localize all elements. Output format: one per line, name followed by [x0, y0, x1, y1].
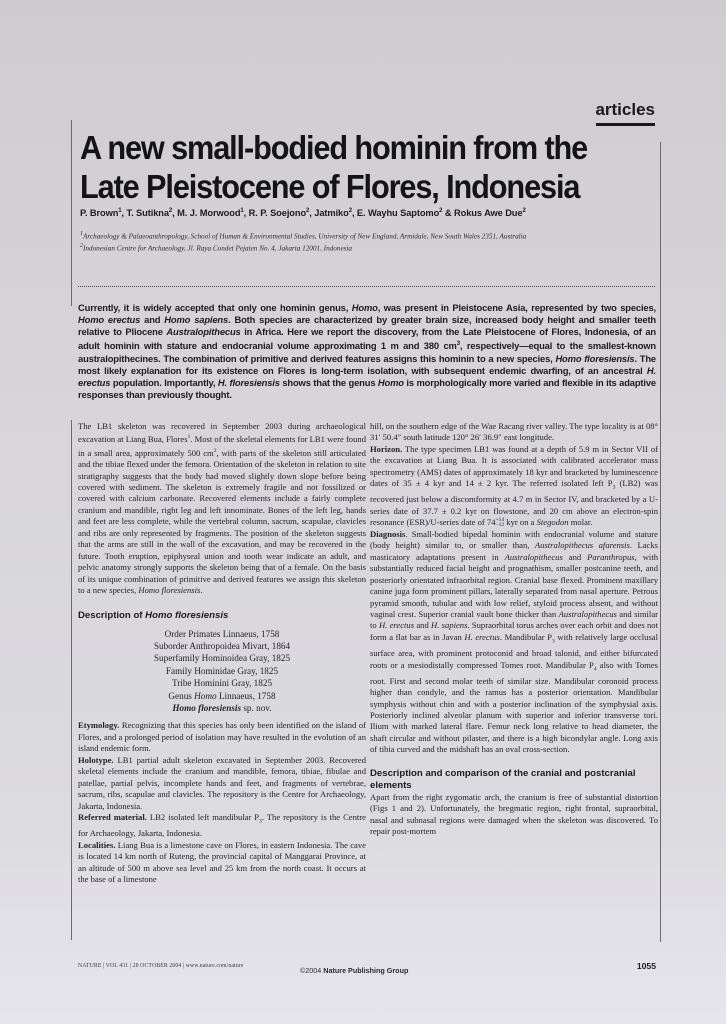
taxon-genus: Genus Homo Linnaeus, 1758: [168, 690, 276, 701]
body-column-right: [370, 421, 658, 838]
affiliations: [80, 229, 680, 254]
comparison-paragraph: Apart from the right zygomatic arch, the cranium is free of substantial distortion (Figs 1 and 2). Unfortunately, the bregmatic region, right frontal, supraorbital, nasal and subnasal regions were damaged when the skeleton was discovered. To repair post-mortem: [370, 791, 658, 837]
dotted-divider: [78, 286, 655, 287]
author: Rokus Awe Due$^2$: [454, 208, 526, 219]
author: Jatmiko$^2$,: [314, 208, 357, 219]
affiliation-1: $^1$Archaeology & Palaeoanthropology, School of Human & Environmental Studies, University of New England, Armidale, New South Wales 2351, Australia: [80, 231, 527, 241]
section-heading-comparison: Description and comparison of the cranial and postcranial elements: [370, 767, 636, 791]
taxon-order: Order Primates Linnaeus, 1758: [164, 628, 280, 639]
author-list: [80, 208, 660, 218]
title-line-2: Late Pleistocene of Flores, Indonesia: [80, 168, 580, 205]
taxon-tribe: Tribe Hominini Gray, 1825: [171, 678, 273, 689]
author: P. Brown$^1$,: [80, 208, 127, 219]
author: R. P. Soejono$^2$,: [248, 208, 315, 219]
taxon-family: Family Hominidae Gray, 1825: [165, 665, 279, 676]
article-title: [80, 128, 619, 206]
taxon-species: Homo floresiensis sp. nov.: [172, 702, 272, 713]
section-tag: articles: [595, 100, 655, 119]
margin-rule-right: [660, 142, 661, 942]
taxonomy-block: [78, 628, 366, 715]
taxon-superfamily: Superfamily Hominoidea Gray, 1825: [153, 653, 291, 664]
intro-paragraph: The LB1 skeleton was recovered in September 2003 during archaeological excavation at Liang Bua, Flores$^1$. Most of the skeletal elements for LB1 were found in a small area, approximately 500 $cm^2$, with parts of the skeleton still articulated and the tibiae flexed under the femora. Orientation of the skeleton in relation to site stratigraphy suggests that the body had moved slightly down slope before being covered with sediment. The skeleton is extremely fragile and not fossilized or covered with calcium carbonate. Recovered elements include a fairly complete cranium and mandible, right leg and left innominate. Bones of the left leg, hands and feet are less complete, while the vertebral column, sacrum, scapulae, clavicles and ribs are only represented by fragments. The position of the skeleton suggests that the arms are still in the wall of the excavation, and may be recovered in the future. Tooth eruption, epiphyseal union and tooth wear indicate an adult, and pelvic anatomy strongly supports the skeleton being that of a female. On the basis of its unique combination of primitive and derived features we assign this skeleton to a new species, Homo floresiensis.: [78, 421, 366, 596]
author: E. Wayhu Saptomo$^2$ &: [356, 208, 455, 219]
diagnosis-paragraph: Diagnosis. Small-bodied bipedal hominin with endocranial volume and stature (body height) similar to, or smaller than, Australopithecus afarensis. Lacks masticatory adaptations present in Australopithecus and Paranthropus, with substantially reduced facial height and prognathism, smaller postcanine teeth, and posteriorly orientated infraorbital region. Cranial base flexed. Prominent maxillary canine juga form prominent pillars, laterally separated from nasal aperture. Petrous pyramid smooth, tubular and with low relief, styloid process absent, and without vaginal crest. Superior cranial vault bone thicker than Australopithecus and similar to H. erectus and H. sapiens. Supraorbital torus arches over each orbit and does not form a flat bar as in Javan H. erectus. Mandibular $P_3$ with relatively large occlusal surface area, with prominent protoconid and broad talonid, and either bifurcated roots or a mesiodistally compressed Tomes root. Mandibular $P_4$ also with Tomes root. First and second molar teeth of similar size. Mandibular coronoid process higher than condyle, and the ramus has a posterior orientation. Mandibular symphysis without chin and with a posterior inclination of the symphysial axis. Posteriorly inclined alveolar planum with superior and inferior transverse tori. Ilium with marked lateral flare. Femur neck long relative to head diameter, the shaft circular and without pilaster, and there is a high bicondylar angle. Long axis of tibia curved and the midshaft has an oval cross-section.: [370, 528, 658, 755]
author: T. Sutikna$^2$,: [126, 208, 178, 219]
abstract: Currently, it is widely accepted that only one hominin genus, Homo, was present in Pleistocene Asia, represented by two species, Homo erectus and Homo sapiens. Both species are characterized by greater brain size, increased body height and smaller teeth relative to Pliocene Australopithecus in Africa. Here we report the discovery, from the Late Pleistocene of Flores, Indonesia, of an adult hominin with stature and endocranial volume approximating 1 m and 380 $cm^3$, respectively—equal to the smallest-known australopithecines. The combination of primitive and derived features assigns this hominin to a new species, Homo floresiensis. The most likely explanation for its existence on Flores is long-term isolation, with subsequent endemic dwarfing, of an ancestral H. erectus population. Importantly, H. floresiensis shows that the genus Homo is morphologically more varied and flexible in its adaptive responses than previously thought.: [78, 302, 657, 400]
section-heading-description: Description of Homo floresiensis: [78, 609, 229, 621]
localities-continued: hill, on the southern edge of the Wae Racang river valley. The type locality is at 08° 31′ 50.4″ south latitude 120° 26′ 36.9″ east longitude.: [370, 421, 658, 443]
horizon-paragraph: Horizon. The type specimen LB1 was found at a depth of 5.9 m in Sector VII of the excavation at Liang Bua. It is associated with calibrated accelerator mass spectrometry (AMS) dates of approximately 18 kyr and bracketed by luminescence dates of 35 ± 4 kyr and 14 ± 2 kyr. The referred isolated left $P_3$ (LB2) was recovered just below a discomformity at 4.7 m in Sector IV, and bracketed by a U-series date of 37.7 ± 0.2 kyr on flowstone, and 20 cm above an electron-spin resonance (ESR)/U-series date of 74 +14 −12 kyr on a Stegodon molar.: [370, 443, 658, 529]
margin-rule-left-bottom: [71, 420, 72, 940]
taxon-suborder: Suborder Anthropoidea Mivart, 1864: [153, 640, 291, 651]
holotype-paragraph: Holotype. LB1 partial adult skeleton excavated in September 2003. Recovered skeletal elements include the cranium and mandible, femora, tibiae, fibulae and patellae, partial pelvis, incomplete hands and feet, and fragments of vertebrae, sacrum, ribs, scapulae and clavicles. The repository is the Centre for Archaeology, Jakarta, Indonesia.: [78, 754, 366, 811]
localities-paragraph: Localities. Liang Bua is a limestone cave on Flores, in eastern Indonesia. The cave is located 14 km north of Ruteng, the provincial capital of Manggarai Province, at an altitude of 500 m above sea level and 25 km from the north coast. It occurs at the base of a limestone: [78, 839, 366, 884]
author: M. J. Morwood$^1$,: [177, 208, 249, 219]
affiliation-2: $^2$Indonesian Centre for Archaeology, Jl. Raya Condet Pejaten No. 4, Jakarta 12001, Indonesia: [80, 243, 353, 253]
referred-material-paragraph: Referred material. LB2 isolated left mandibular $P_3$. The repository is the Centre for Archaeology, Jakarta, Indonesia.: [78, 811, 366, 839]
journal-info: NATURE | VOL 431 | 28 OCTOBER 2004 | www.nature.com/nature: [78, 963, 244, 969]
copyright: ©2004 Nature Publishing Group: [300, 966, 409, 975]
title-line-1: A new small-bodied hominin from the: [80, 129, 588, 166]
page-number: 1055: [636, 961, 656, 971]
margin-rule-left-top: [71, 120, 72, 306]
section-tag-underline: [596, 123, 655, 126]
etymology-paragraph: Etymology. Recognizing that this species has only been identified on the island of Flores, and a prolonged period of isolation may have resulted in the evolution of an island endemic form.: [78, 720, 366, 754]
body-column-left: [78, 421, 366, 885]
